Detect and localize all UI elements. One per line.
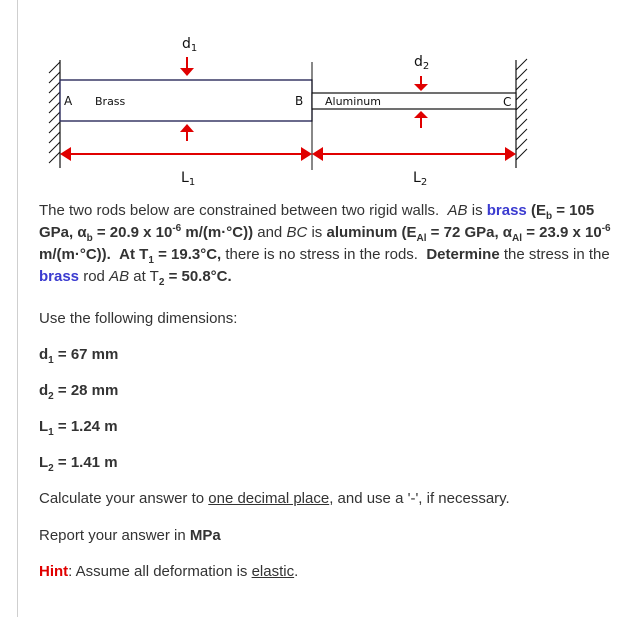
rod-diagram — [0, 0, 636, 200]
report-instruction: Report your answer in MPa — [39, 527, 221, 544]
aluminum-rod-label: Aluminum — [325, 95, 381, 108]
dim-L1: $L_1 = 1.24$ m — [39, 418, 118, 438]
dim-L2: $L_2 = 1.41$ m — [39, 454, 118, 474]
d2-label: $d_2$ — [414, 54, 430, 72]
d2-bottom-arrow-icon — [414, 111, 428, 128]
L2-label: $L_2$ — [413, 170, 428, 188]
point-A-label: A — [64, 94, 73, 108]
brass-rod-label: Brass — [95, 95, 126, 108]
point-C-label: C — [503, 95, 512, 109]
problem-statement — [39, 200, 619, 288]
point-B-label: B — [295, 94, 304, 108]
dim-d2: $d_2 = 28$ mm — [39, 382, 119, 402]
brass-highlight: brass — [486, 202, 527, 219]
L2-dimension-arrow-icon — [312, 147, 516, 161]
dimensions-intro: Use the following dimensions: — [39, 310, 238, 327]
L1-dimension-arrow-icon — [60, 147, 312, 161]
d1-bottom-arrow-icon — [180, 124, 194, 141]
dim-d1: $d_1 = 67$ mm — [39, 346, 119, 366]
d1-top-arrow-icon — [180, 57, 194, 76]
d2-top-arrow-icon — [414, 76, 428, 91]
calculation-instruction: Calculate your answer to one decimal place, and use a '-', if necessary. — [39, 490, 510, 507]
problem-paragraph: The two rods below are constrained between two rigid walls. AB is brass ($E_b = 105$ GPa, $\alpha_b = 20.9$ x $10^{-6}$ m/(m·°C)) and BC is aluminum ($E_{Al} = 72$ GPa, $\alpha_{Al} = 23.9$ x $10^{-6}$ m/(m·°C)). At $T_1 = 19.3^\circ C$, there is no stress in the rods. Determine the stress in the brass rod AB at $T_2 = 50.8^\circ C$. — [39, 202, 611, 288]
decimal-place-link[interactable]: one decimal place — [208, 490, 330, 507]
L1-label: $L_1$ — [181, 170, 196, 188]
left-wall — [49, 60, 60, 168]
hint-line: Hint: Assume all deformation is elastic. — [39, 563, 299, 580]
d1-label: $d_1$ — [182, 36, 198, 54]
elastic-link[interactable]: elastic — [251, 563, 295, 580]
right-wall — [516, 59, 527, 168]
hint-label: Hint — [39, 563, 69, 580]
